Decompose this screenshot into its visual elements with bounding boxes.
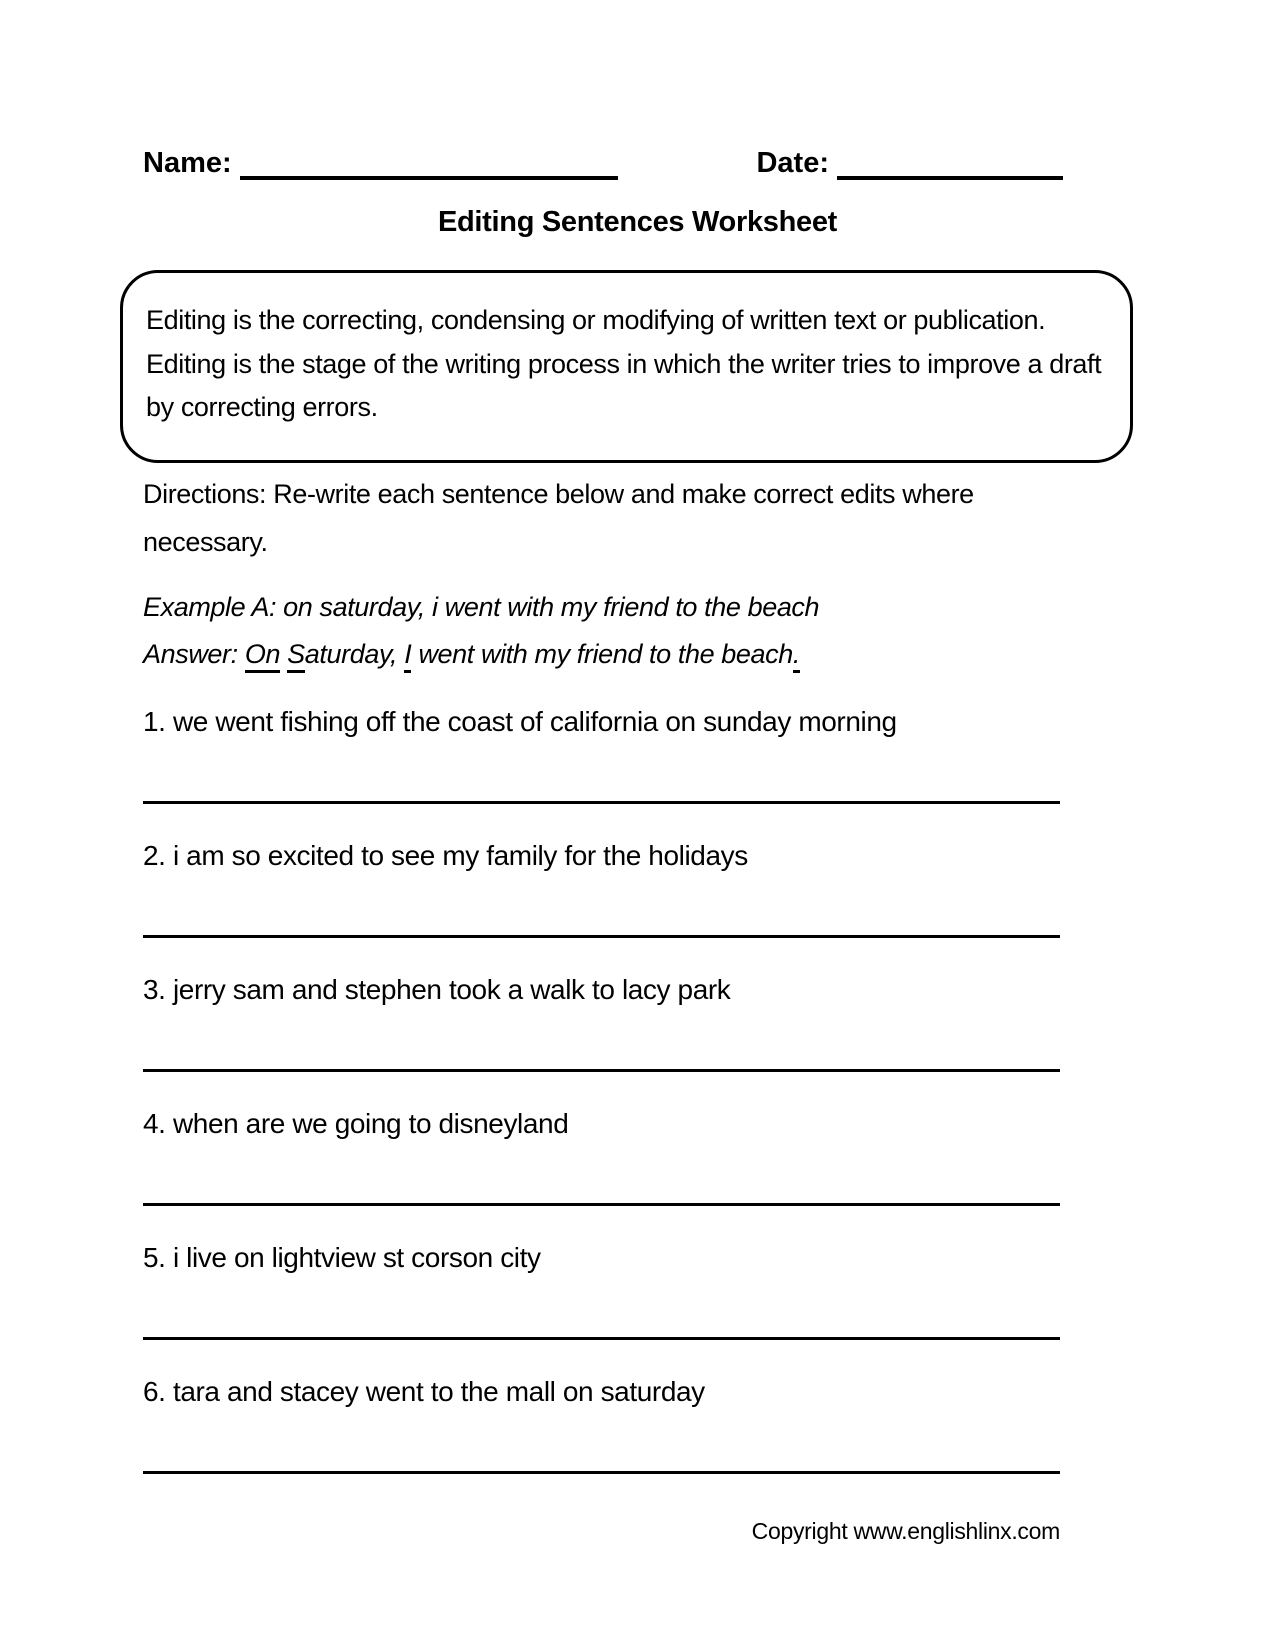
worksheet-item [143,706,1060,804]
sentence-list [143,706,1060,1510]
page-title: Editing Sentences Worksheet [437,206,838,238]
definition-box [120,270,1133,463]
sentence-text [143,1108,1060,1148]
answer-write-line[interactable] [143,1203,1060,1206]
item-sentence: jerry sam and stephen took a walk to lacy park [172,974,731,1005]
answer-write-line[interactable] [143,1337,1060,1340]
item-sentence: tara and stacey went to the mall on saturday [172,1376,705,1407]
date-field-group [756,146,1063,180]
example-answer [143,631,1103,678]
answer-segment: aturday, [304,639,405,669]
answer-write-line[interactable] [143,935,1060,938]
answer-segment: went with my friend to the beach [411,639,793,669]
worksheet-item [143,974,1060,1072]
answer-write-line[interactable] [143,801,1060,804]
example-prompt: Example A: on saturday, i went with my friend to the beach [143,592,820,622]
item-sentence: we went fishing off the coast of california on sunday morning [172,706,897,737]
date-blank-line[interactable] [837,146,1063,180]
name-date-row [143,146,1063,180]
copyright-text: Copyright www.englishlinx.com [751,1518,1060,1544]
worksheet-item [143,1376,1060,1474]
sentence-text [143,1376,1060,1416]
sentence-text [143,840,1060,880]
item-number: 1. [143,706,166,737]
date-label: Date: [756,147,829,179]
sentence-text [143,974,1060,1014]
answer-segment-underlined: S [287,639,305,673]
item-number: 5. [143,1242,166,1273]
item-number: 4. [143,1108,166,1139]
answer-segment-underlined: I [404,639,411,673]
worksheet-item [143,1242,1060,1340]
item-number: 6. [143,1376,166,1407]
example-block [143,584,1103,678]
item-sentence: i am so excited to see my family for the holidays [172,840,748,871]
worksheet-item [143,1108,1060,1206]
name-field-group [143,146,618,180]
sentence-text [143,706,1060,746]
answer-segment: Answer: [143,639,245,669]
item-sentence: when are we going to disneyland [172,1108,569,1139]
answer-write-line[interactable] [143,1069,1060,1072]
directions-text: Directions: Re-write each sentence below and make correct edits where necessary. [143,479,974,557]
item-sentence: i live on lightview st corson city [172,1242,541,1273]
worksheet-item [143,840,1060,938]
answer-segment-underlined: On [245,639,280,673]
answer-segment-underlined: . [793,639,800,673]
definition-text: Editing is the correcting, condensing or modifying of written text or publication. Editing is the stage of the writing process in which the writer tries to improve a draft by correcting errors. [146,305,1102,423]
sentence-text [143,1242,1060,1282]
name-label: Name: [143,147,232,179]
answer-write-line[interactable] [143,1471,1060,1474]
item-number: 2. [143,840,166,871]
item-number: 3. [143,974,166,1005]
name-blank-line[interactable] [240,146,618,180]
